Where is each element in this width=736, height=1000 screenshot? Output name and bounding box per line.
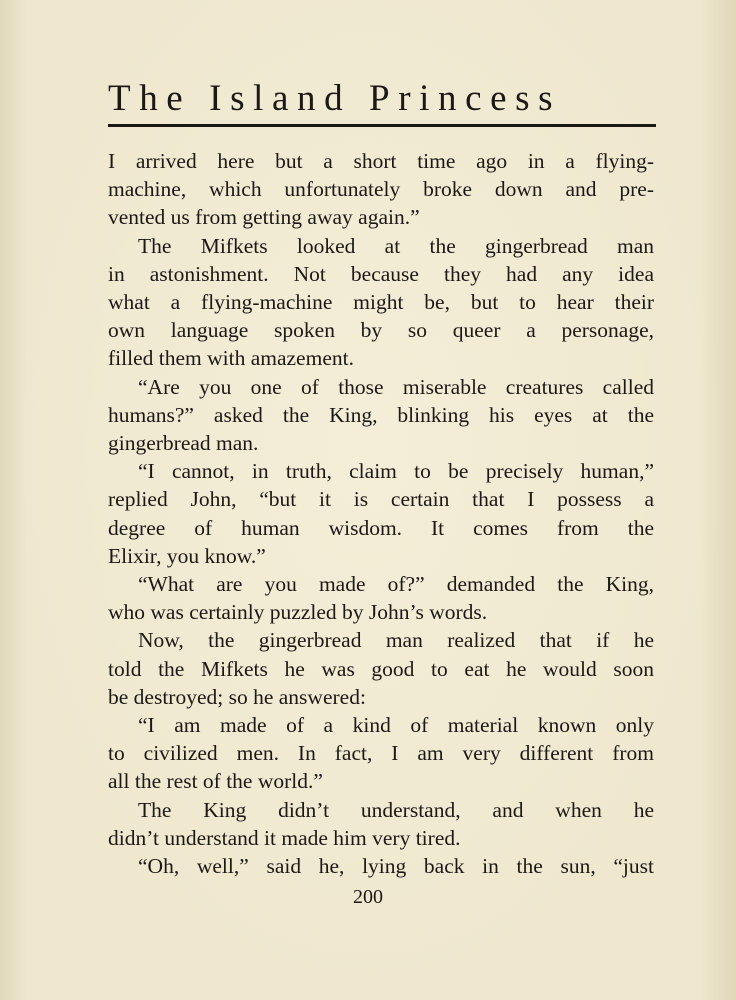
text-line: filled them with amazement. xyxy=(108,346,354,371)
text-line: Now, the gingerbread man realized that if he xyxy=(138,628,654,653)
text-line: who was certainly puzzled by John’s words. xyxy=(108,600,488,625)
paragraph xyxy=(108,373,654,458)
text-line: Elixir, you know.” xyxy=(108,543,266,568)
text-line: replied John, “but it is certain that I possess a xyxy=(108,487,654,512)
text-line: what a flying-machine might be, but to hear their xyxy=(108,290,654,315)
text-line: “I am made of a kind of material known only xyxy=(138,713,654,738)
text-line: “What are you made of?” demanded the King, xyxy=(138,572,654,597)
text-line: “Oh, well,” said he, lying back in the sun, “just xyxy=(138,854,654,879)
paragraph xyxy=(108,852,654,880)
paragraph xyxy=(108,147,654,232)
text-line: own language spoken by so queer a personage, xyxy=(108,318,654,343)
paragraph xyxy=(108,626,654,711)
text-line: in astonishment. Not because they had any idea xyxy=(108,261,654,286)
text-line: “Are you one of those miserable creatures called xyxy=(138,374,654,399)
text-line: humans?” asked the King, blinking his eyes at the xyxy=(108,402,654,427)
paragraph xyxy=(108,232,654,373)
text-line: told the Mifkets he was good to eat he would soon xyxy=(108,656,654,681)
text-line: vented us from getting away again.” xyxy=(108,205,420,230)
text-line: machine, which unfortunately broke down and pre- xyxy=(108,177,654,202)
text-line: The Mifkets looked at the gingerbread man xyxy=(138,233,654,258)
text-line: gingerbread man. xyxy=(108,431,259,456)
text-line: The King didn’t understand, and when he xyxy=(138,797,654,822)
running-head: The Island Princess xyxy=(108,78,562,119)
text-line: “I cannot, in truth, claim to be precisely human,” xyxy=(138,459,654,484)
paragraph xyxy=(108,457,654,570)
text-line: be destroyed; so he answered: xyxy=(108,684,366,709)
header-rule xyxy=(108,124,656,127)
text-line: didn’t understand it made him very tired. xyxy=(108,825,461,850)
paragraph xyxy=(108,711,654,796)
text-line: degree of human wisdom. It comes from the xyxy=(108,515,654,540)
paragraph xyxy=(108,796,654,852)
paragraph xyxy=(108,570,654,626)
body-text xyxy=(108,147,654,880)
text-line: I arrived here but a short time ago in a flying- xyxy=(108,149,654,173)
text-line: all the rest of the world.” xyxy=(108,769,323,794)
text-line: to civilized men. In fact, I am very different from xyxy=(108,741,654,766)
page-number: 200 xyxy=(353,886,383,908)
